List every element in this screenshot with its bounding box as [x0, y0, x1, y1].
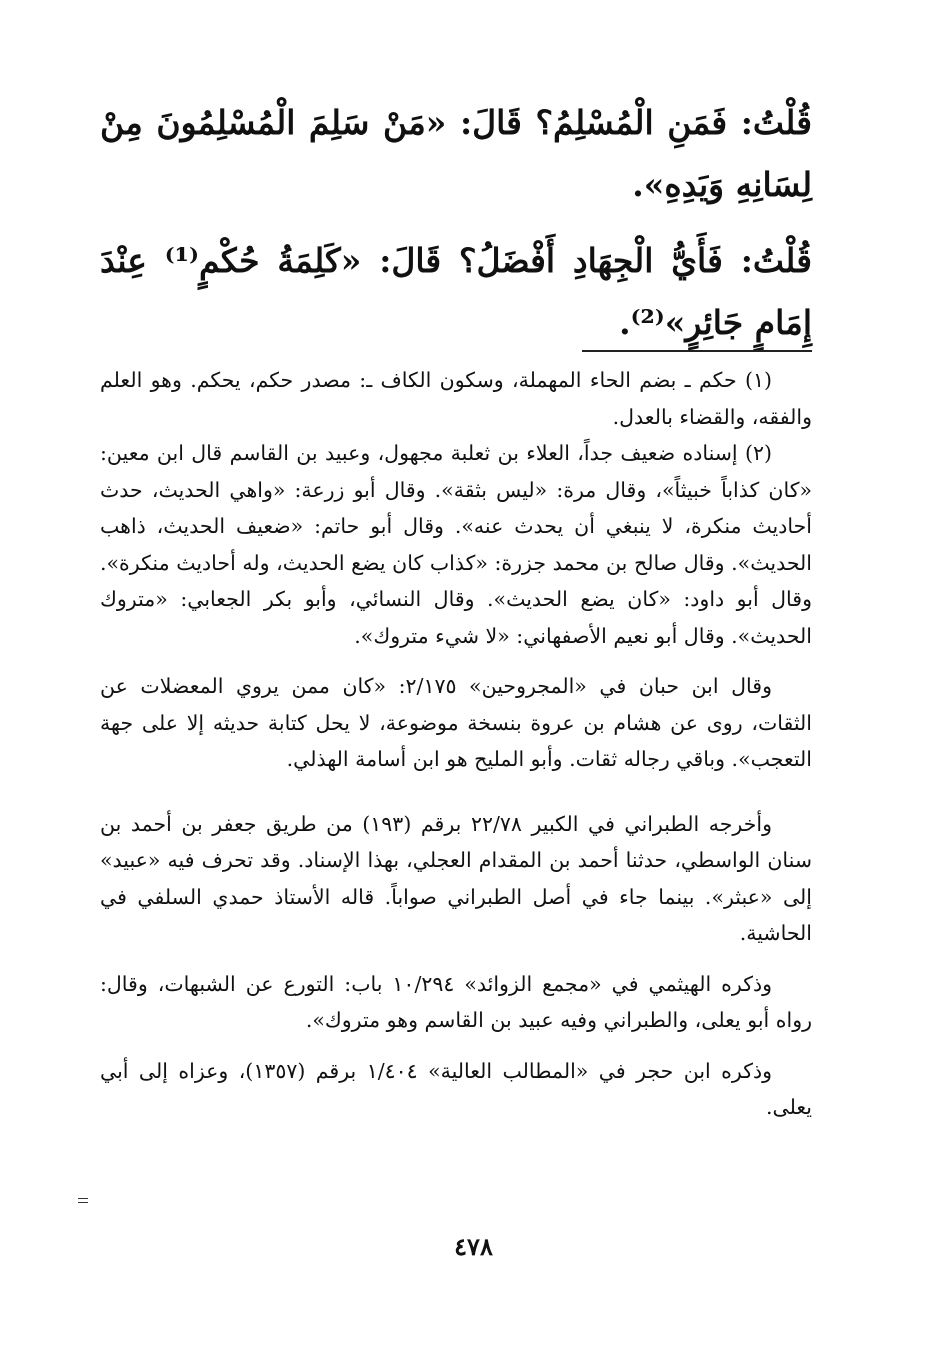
hadith-paragraph-2: قُلْتُ: فَأَيُّ الْجِهَادِ أَفْضَلُ؟ قَالَ: «كَلِمَةُ حُكْمٍ⁽¹⁾ عِنْدَ إِمَامٍ جَائِرٍ»⁽²⁾. — [100, 241, 812, 342]
hadith-paragraph-1: قُلْتُ: فَمَنِ الْمُسْلِمُ؟ قَالَ: «مَنْ سَلِمَ الْمُسْلِمُونَ مِنْ لِسَانِهِ وَيَدِهِ». — [100, 103, 812, 204]
footnotes — [100, 362, 812, 1126]
footnote-haythami: وذكره الهيثمي في «مجمع الزوائد» ١٠/٢٩٤ باب: التورع عن الشبهات، وقال: رواه أبو يعلى، والطبراني وفيه عبيد بن القاسم وهو متروك». — [100, 971, 812, 1032]
footnote-ibn-hajar: وذكره ابن حجر في «المطالب العالية» ١/٤٠٤ برقم (١٣٥٧)، وعزاه إلى أبي يعلى. — [100, 1058, 812, 1119]
footnote-1: (١) حكم ـ بضم الحاء المهملة، وسكون الكاف ـ: مصدر حكم، يحكم. وهو العلم والفقه، والقضاء بالعدل. — [100, 368, 812, 429]
page-number: ٤٧٨ — [454, 1232, 493, 1261]
footnote-2: (٢) إسناده ضعيف جداً، العلاء بن ثعلبة مجهول، وعبيد بن القاسم قال ابن معين: «كان كذاباً خبيثاً»، وقال مرة: «ليس بثقة». وقال أبو زرعة: «واهي الحديث، حدث أحاديث منكرة، لا ينبغي أن يحدث عنه». وقال أبو حاتم: «ضعيف الحديث، ذاهب الحديث». وقال صالح بن محمد جزرة: «كذاب كان يضع الحديث، وله أحاديث منكرة». وقال أبو داود: «كان يضع الحديث». وقال النسائي، وأبو بكر الجعابي: «متروك الحديث». وقال أبو نعيم الأصفهاني: «لا شيء متروك». — [100, 441, 812, 648]
margin-mark — [78, 1198, 88, 1206]
footnote-separator — [582, 350, 812, 352]
footnote-tabarani: وأخرجه الطبراني في الكبير ٢٢/٧٨ برقم (١٩٣) من طريق جعفر بن أحمد بن سنان الواسطي، حدثنا أحمد بن المقدام العجلي، بهذا الإسناد. وقد تحرف فيه «عبيد» إلى «عبثر». بينما جاء في أصل الطبراني صواباً. قاله الأستاذ حمدي السلفي في الحاشية. — [100, 811, 812, 945]
hadith-text — [100, 92, 812, 368]
footnote-ibn-hibban: وقال ابن حبان في «المجروحين» ٢/١٧٥: «كان ممن يروي المعضلات عن الثقات، روى عن هشام بن عروة بنسخة موضوعة، لا يحل كتابة حديثه إلا على جهة التعجب». وباقي رجاله ثقات. وأبو المليح هو ابن أسامة الهذلي. — [100, 674, 812, 771]
